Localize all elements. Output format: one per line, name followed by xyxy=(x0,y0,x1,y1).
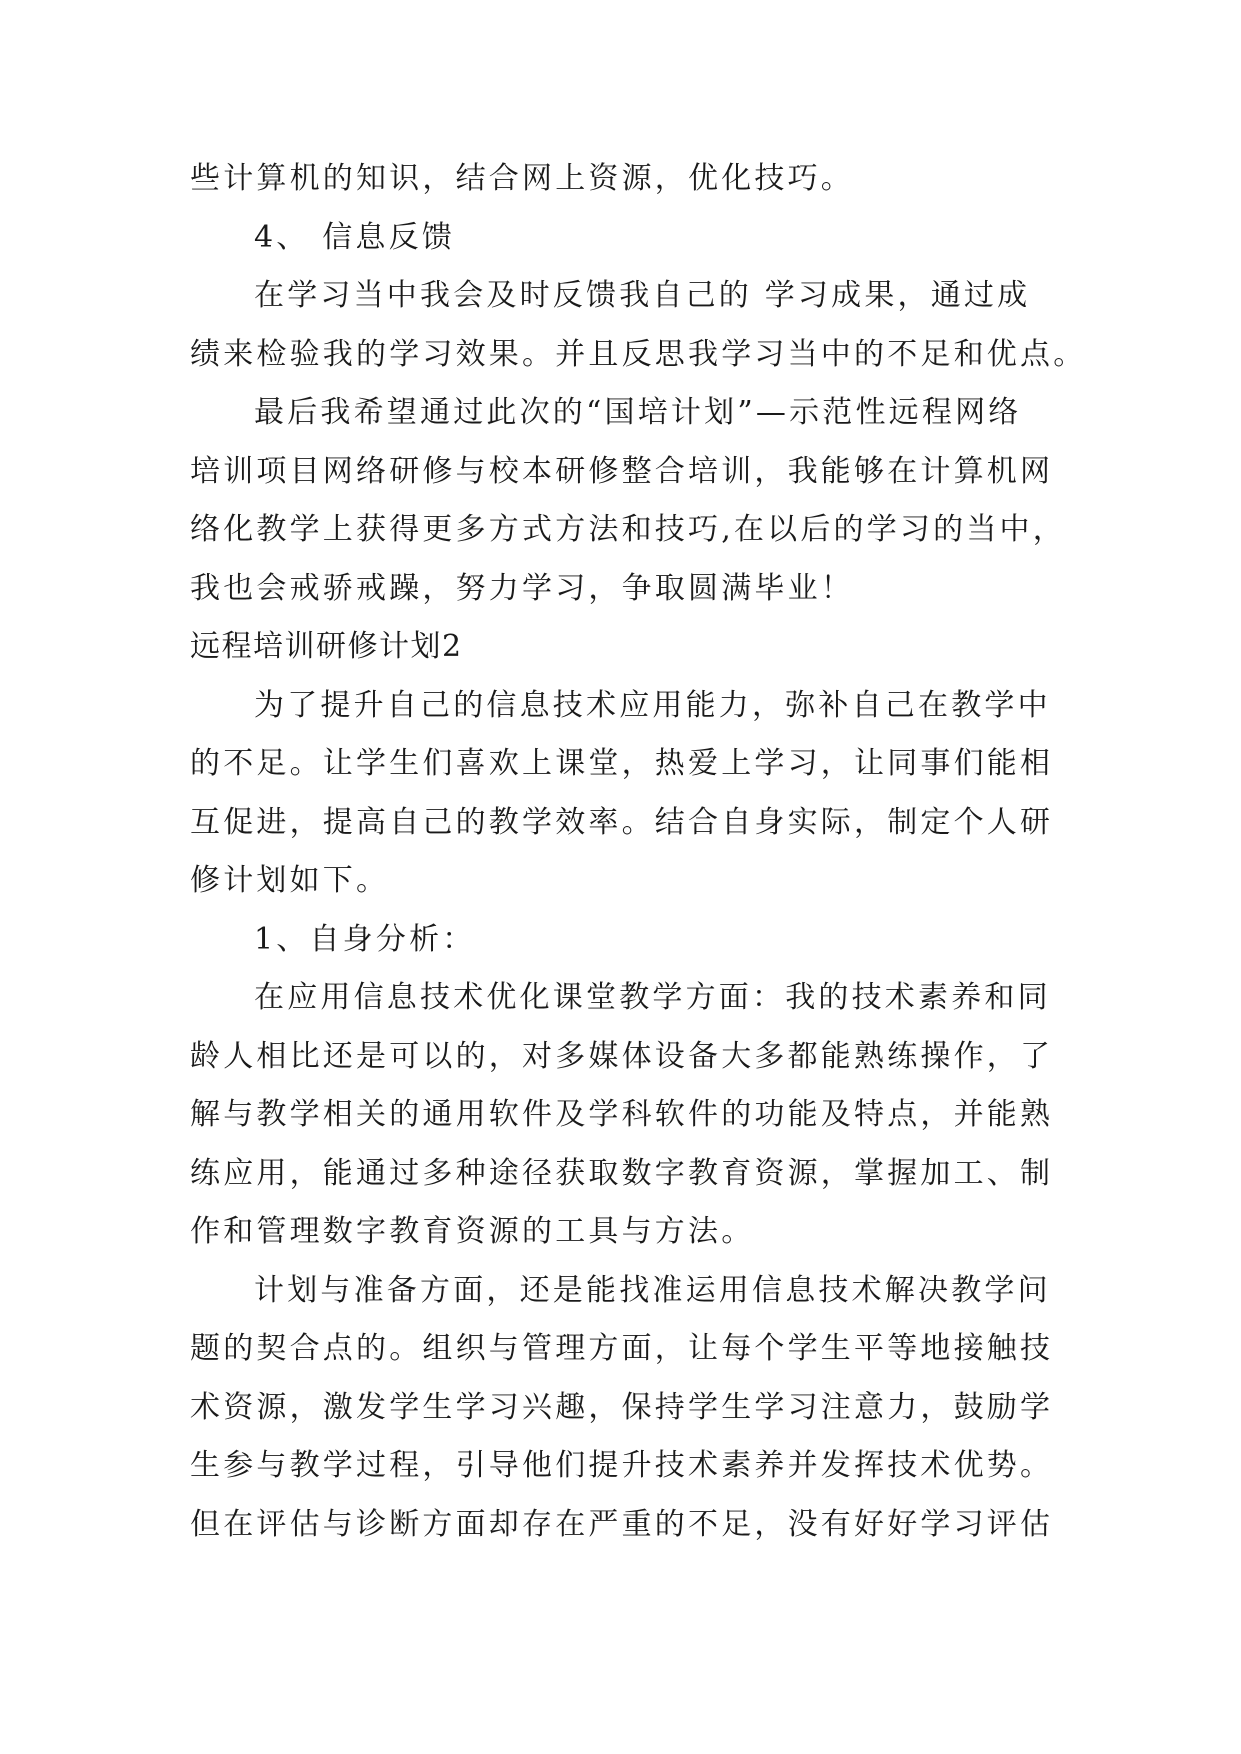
text-line: 练应用，能通过多种途径获取数字教育资源，掌握加工、制 xyxy=(190,1155,1054,1191)
text-line: 生参与教学过程，引导他们提升技术素养并发挥技术优势。 xyxy=(190,1448,1054,1483)
text-line: 解与教学相关的通用软件及学科软件的功能及特点，并能熟 xyxy=(190,1097,1054,1132)
text-line: 的不足。让学生们喜欢上课堂，热爱上学习，让同事们能相 xyxy=(190,746,1054,781)
text-line: 但在评估与诊断方面却存在严重的不足，没有好好学习评估 xyxy=(190,1506,1054,1542)
text-line: 络化教学上获得更多方式方法和技巧,在以后的学习的当中， xyxy=(190,512,1066,547)
text-line: 4、 信息反馈 xyxy=(254,219,456,255)
text-line: 些计算机的知识，结合网上资源，优化技巧。 xyxy=(190,161,854,196)
text-line: 在应用信息技术优化课堂教学方面：我的技术素养和同 xyxy=(254,980,1051,1015)
text-line: 题的契合点的。组织与管理方面，让每个学生平等地接触技 xyxy=(190,1331,1054,1366)
text-line: 绩来检验我的学习效果。并且反思我学习当中的不足和优点。 xyxy=(190,336,1087,372)
document-body xyxy=(190,150,1087,1554)
text-line: 作和管理数字教育资源的工具与方法。 xyxy=(190,1214,755,1249)
text-line: 修计划如下。 xyxy=(190,863,390,898)
text-line: 在学习当中我会及时反馈我自己的 学习成果，通过成 xyxy=(254,278,1031,313)
text-line: 龄人相比还是可以的，对多媒体设备大多都能熟练操作，了 xyxy=(190,1038,1054,1074)
text-line: 最后我希望通过此次的“国培计划”—示范性远程网络 xyxy=(254,395,1022,430)
text-line: 计划与准备方面，还是能找准运用信息技术解决教学问 xyxy=(254,1272,1051,1308)
text-line: 我也会戒骄戒躁，努力学习，争取圆满毕业！ xyxy=(190,570,854,606)
text-line: 互促进，提高自己的教学效率。结合自身实际，制定个人研 xyxy=(190,804,1054,840)
text-line: 为了提升自己的信息技术应用能力，弥补自己在教学中 xyxy=(254,687,1051,723)
section-heading: 远程培训研修计划2 xyxy=(190,629,463,664)
text-line: 培训项目网络研修与校本研修整合培训，我能够在计算机网 xyxy=(190,453,1054,489)
text-line: 术资源，激发学生学习兴趣，保持学生学习注意力，鼓励学 xyxy=(190,1389,1054,1425)
text-line: 1、自身分析： xyxy=(254,921,476,957)
